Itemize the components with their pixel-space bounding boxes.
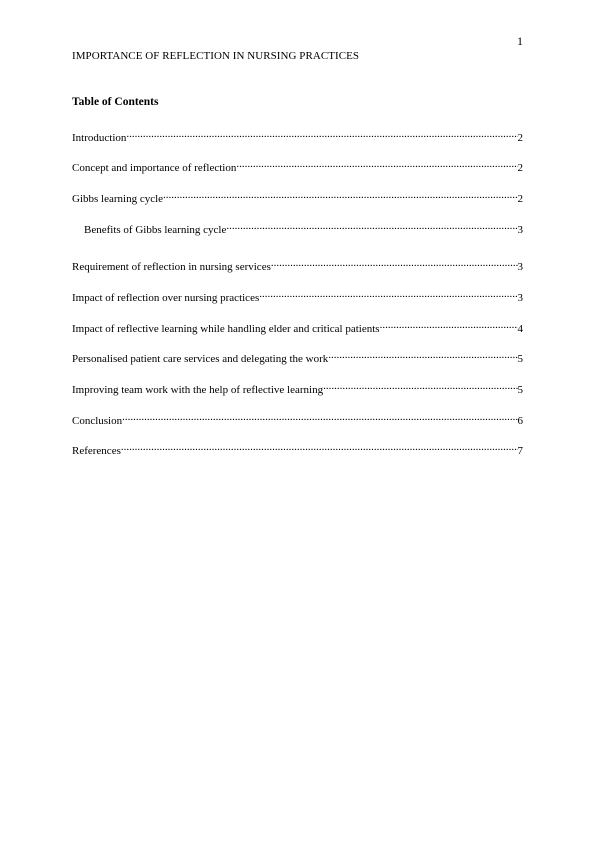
toc-entry-label: Improving team work with the help of reflective learning <box>72 384 324 396</box>
toc-entry-label: Introduction <box>72 132 127 144</box>
toc-dot-leader <box>323 379 517 393</box>
toc-entry-page: 4 <box>517 323 523 335</box>
toc-entry-page: 5 <box>517 353 523 365</box>
toc-entry-label: Impact of reflection over nursing practices <box>72 292 260 304</box>
toc-dot-leader <box>163 188 517 202</box>
toc-entry-label: Personalised patient care services and delegating the work <box>72 353 329 365</box>
toc-entry-personalised-patient-care[interactable] <box>72 348 523 365</box>
toc-entry-label: Requirement of reflection in nursing services <box>72 261 271 273</box>
running-head: IMPORTANCE OF REFLECTION IN NURSING PRACTICES <box>72 50 360 62</box>
toc-entry-page: 7 <box>517 445 523 457</box>
toc-entry-page: 3 <box>517 224 523 236</box>
toc-dot-leader <box>236 157 517 171</box>
toc-entry-label: Gibbs learning cycle <box>72 193 164 205</box>
toc-entry-requirement-of-reflection[interactable] <box>72 256 523 273</box>
toc-entry-references[interactable] <box>72 440 523 457</box>
toc-entry-page: 6 <box>517 415 523 427</box>
toc-entry-label: Benefits of Gibbs learning cycle <box>84 224 227 236</box>
toc-entry-gibbs-learning-cycle[interactable] <box>72 188 523 205</box>
toc-entry-label: References <box>72 445 121 457</box>
toc-entry-improving-team-work[interactable] <box>72 379 523 396</box>
toc-entry-label: Impact of reflective learning while handling elder and critical patients <box>72 323 380 335</box>
toc-dot-leader <box>380 318 518 332</box>
toc-entry-page: 2 <box>517 193 523 205</box>
toc-title: Table of Contents <box>72 96 159 108</box>
toc-dot-leader <box>328 348 517 362</box>
toc-entry-introduction[interactable] <box>72 127 523 144</box>
toc-entry-label: Conclusion <box>72 415 123 427</box>
toc-dot-leader <box>259 287 517 301</box>
toc-entry-page: 5 <box>517 384 523 396</box>
page-number: 1 <box>517 34 523 48</box>
toc-entry-impact-of-reflective-learning[interactable] <box>72 318 523 335</box>
toc-dot-leader <box>121 440 518 454</box>
toc-entry-label: Concept and importance of reflection <box>72 162 237 174</box>
toc-dot-leader <box>126 127 517 141</box>
toc-dot-leader <box>122 410 517 424</box>
toc-entry-conclusion[interactable] <box>72 410 523 427</box>
toc-dot-leader <box>271 256 518 270</box>
toc-entry-impact-of-reflection[interactable] <box>72 287 523 304</box>
toc-entry-page: 3 <box>517 261 523 273</box>
toc-entry-benefits-of-gibbs[interactable] <box>84 219 523 236</box>
toc-entry-concept-and-importance[interactable] <box>72 157 523 174</box>
toc-entry-page: 2 <box>517 132 523 144</box>
toc-entry-page: 2 <box>517 162 523 174</box>
toc-entry-page: 3 <box>517 292 523 304</box>
toc-dot-leader <box>226 219 517 233</box>
